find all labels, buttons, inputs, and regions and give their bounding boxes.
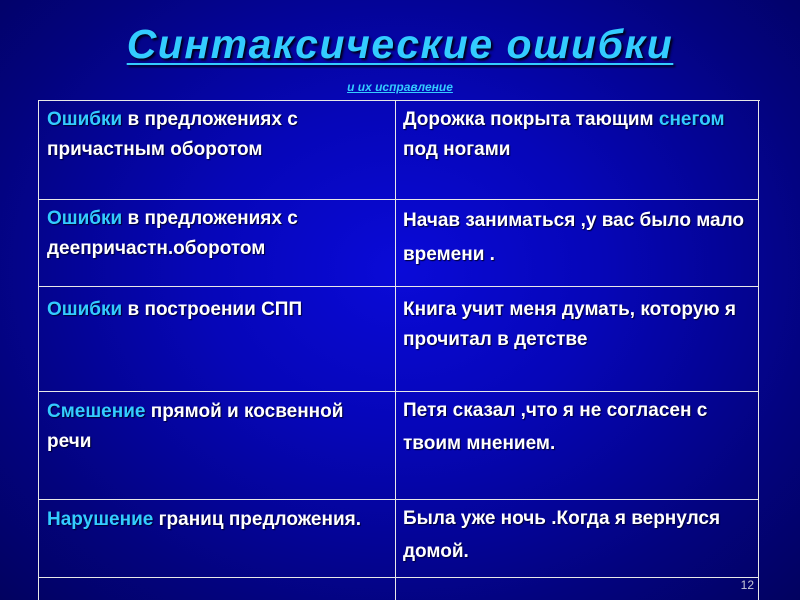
error-type-cell bbox=[39, 200, 396, 286]
example-cell bbox=[396, 101, 759, 199]
error-type-cell bbox=[39, 392, 396, 499]
error-type-highlight: Нарушение bbox=[47, 509, 154, 530]
example-text: Петя сказал ,что я не согласен с твоим мнением. bbox=[403, 400, 708, 454]
example-cell bbox=[396, 578, 759, 600]
example-text: Дорожка покрыта тающим bbox=[403, 109, 659, 130]
error-type-cell bbox=[39, 287, 396, 391]
table-row bbox=[39, 101, 759, 200]
table-row bbox=[39, 287, 759, 392]
error-type-highlight: Ошибки bbox=[47, 109, 123, 130]
error-type-highlight: Ошибки bbox=[47, 299, 123, 320]
example-text: Книга учит меня думать, которую я прочитал в детстве bbox=[403, 299, 736, 350]
error-type-cell bbox=[39, 500, 396, 577]
error-type-highlight: Ошибки bbox=[47, 208, 123, 229]
table-row bbox=[39, 500, 759, 578]
error-type-cell bbox=[39, 578, 396, 600]
error-type-text: в предложениях с причастным оборотом bbox=[47, 109, 298, 160]
errors-table bbox=[38, 100, 760, 600]
error-type-text: в предложениях с деепричастн.оборотом bbox=[47, 208, 298, 259]
example-text: Начав заниматься ,у вас было мало времени . bbox=[403, 210, 745, 265]
example-text: Была уже ночь .Когда я вернулся домой. bbox=[403, 508, 721, 562]
example-text-end: под ногами bbox=[403, 139, 511, 160]
error-type-text: прямой и косвенной речи bbox=[47, 401, 344, 452]
table-row bbox=[39, 200, 759, 287]
example-cell bbox=[396, 200, 759, 286]
example-highlight: снегом bbox=[658, 109, 725, 130]
page-number: 12 bbox=[740, 578, 754, 592]
error-type-cell bbox=[39, 101, 396, 199]
slide-subtitle: и их исправление bbox=[347, 80, 453, 94]
slide-title: Синтаксические ошибки bbox=[126, 21, 674, 67]
table-row bbox=[39, 578, 759, 600]
error-type-text: в построении СПП bbox=[122, 299, 303, 320]
example-cell bbox=[396, 500, 759, 577]
table-row bbox=[39, 392, 759, 500]
error-type-text: границ предложения. bbox=[153, 509, 362, 530]
error-type-highlight: Смешение bbox=[47, 401, 146, 422]
example-cell bbox=[396, 287, 759, 391]
example-cell bbox=[396, 392, 759, 499]
